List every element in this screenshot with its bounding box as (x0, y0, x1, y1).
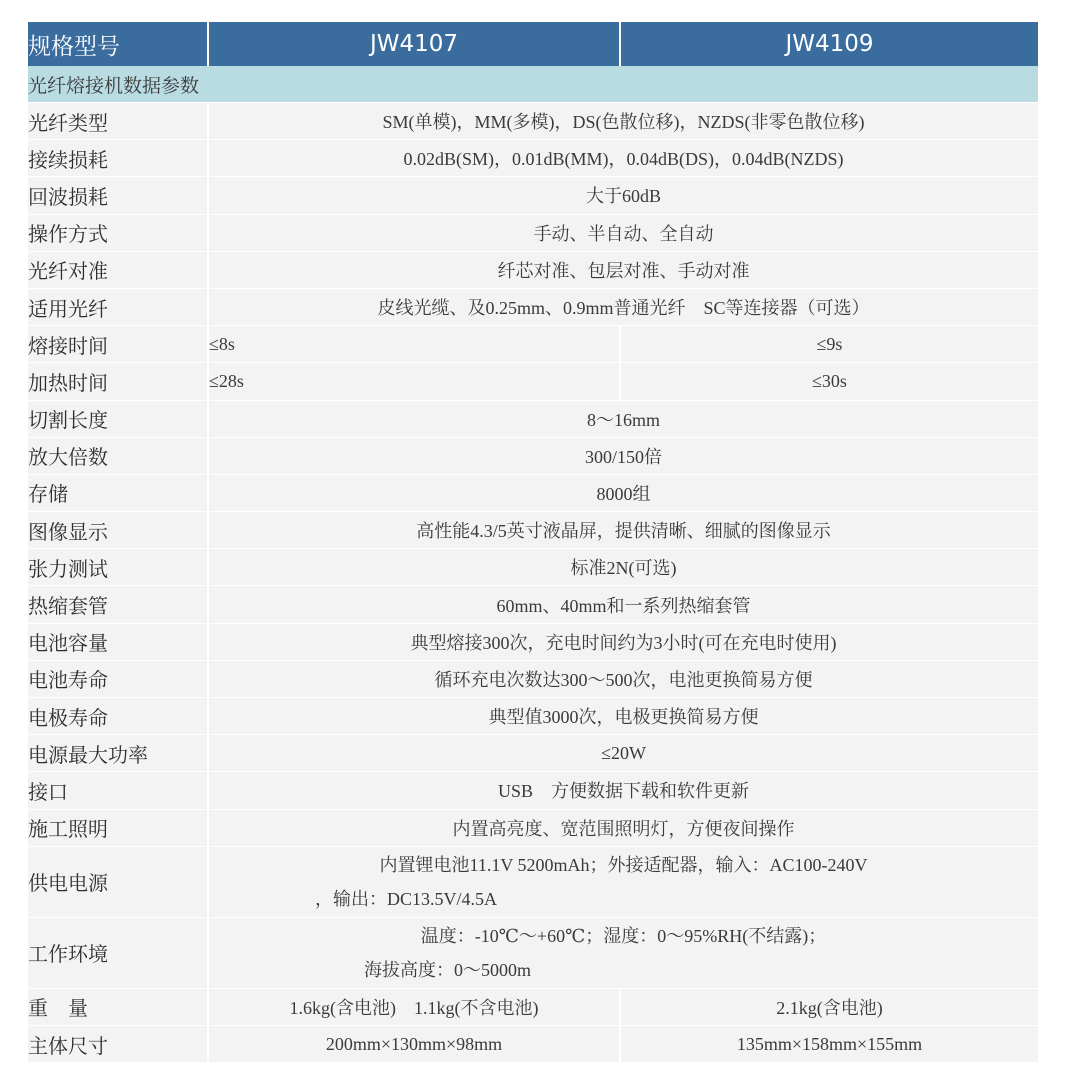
spec-row-work-light (28, 809, 1038, 846)
row-label: 施工照明 (28, 809, 208, 846)
spec-row-interface (28, 772, 1038, 809)
row-value: ≤20W (208, 735, 1038, 772)
row-label: 存储 (28, 474, 208, 511)
row-value: 内置高亮度、宽范围照明灯，方便夜间操作 (208, 809, 1038, 846)
row-label: 接续损耗 (28, 140, 208, 177)
spec-row-tension-test (28, 549, 1038, 586)
spec-row-electrode-life (28, 698, 1038, 735)
row-label: 加热时间 (28, 363, 208, 400)
spec-row-return-loss (28, 177, 1038, 214)
spec-row-splice-time (28, 326, 1038, 363)
spec-row-applicable-fiber (28, 288, 1038, 325)
row-value-line-2: ，输出：DC13.5V/4.5A (315, 888, 498, 909)
row-label: 张力测试 (28, 549, 208, 586)
row-value-line-1: 内置锂电池11.1V 5200mAh；外接适配器，输入：AC100-240V (379, 854, 868, 875)
row-label: 电极寿命 (28, 698, 208, 735)
spec-row-splice-loss (28, 140, 1038, 177)
header-model-jw4109: JW4109 (620, 22, 1038, 66)
row-label: 供电电源 (28, 846, 208, 917)
section-row (28, 66, 1038, 103)
row-label: 电池寿命 (28, 660, 208, 697)
row-value-jw4107: ≤28s (208, 363, 620, 400)
row-value: 高性能4.3/5英寸液晶屏，提供清晰、细腻的图像显示 (208, 512, 1038, 549)
row-label: 光纤对准 (28, 251, 208, 288)
row-value-jw4109: 2.1kg(含电池) (620, 988, 1038, 1025)
row-value: SM(单模)，MM(多模)，DS(色散位移)，NZDS(非零色散位移) (208, 103, 1038, 140)
header-label: 规格型号 (28, 22, 208, 66)
row-label: 切割长度 (28, 400, 208, 437)
spec-row-heating-time (28, 363, 1038, 400)
row-value: 60mm、40mm和一系列热缩套管 (208, 586, 1038, 623)
row-value: 大于60dB (208, 177, 1038, 214)
header-row (28, 22, 1038, 66)
spec-table (28, 22, 1038, 1062)
row-value-jw4109: ≤9s (620, 326, 1038, 363)
section-title: 光纤熔接机数据参数 (28, 66, 1038, 103)
row-value (208, 917, 1038, 988)
row-label: 操作方式 (28, 214, 208, 251)
spec-row-max-power (28, 735, 1038, 772)
row-value: 8～16mm (208, 400, 1038, 437)
row-label: 接口 (28, 772, 208, 809)
row-value: 皮线光缆、及0.25mm、0.9mm普通光纤 SC等连接器（可选） (208, 288, 1038, 325)
row-value: 300/150倍 (208, 437, 1038, 474)
spec-row-dimensions (28, 1025, 1038, 1062)
row-label: 热缩套管 (28, 586, 208, 623)
row-label: 熔接时间 (28, 326, 208, 363)
row-value-line-1: 温度：-10℃～+60℃；湿度：0～95%RH(不结露)； (420, 925, 827, 946)
spec-row-environment (28, 917, 1038, 988)
row-value-jw4107: 200mm×130mm×98mm (208, 1025, 620, 1062)
row-label: 主体尺寸 (28, 1025, 208, 1062)
row-value: USB 方便数据下载和软件更新 (208, 772, 1038, 809)
row-value: 典型值3000次，电极更换简易方便 (208, 698, 1038, 735)
row-value-line-2: 海拔高度：0～5000m (364, 959, 532, 980)
row-label: 适用光纤 (28, 288, 208, 325)
row-label: 工作环境 (28, 917, 208, 988)
spec-row-fiber-type (28, 103, 1038, 140)
spec-row-storage (28, 474, 1038, 511)
row-value: 标准2N(可选) (208, 549, 1038, 586)
spec-row-weight (28, 988, 1038, 1025)
spec-row-battery-capacity (28, 623, 1038, 660)
row-value-jw4109: ≤30s (620, 363, 1038, 400)
spec-row-power-supply (28, 846, 1038, 917)
spec-row-operation-mode (28, 214, 1038, 251)
row-value: 0.02dB(SM)，0.01dB(MM)，0.04dB(DS)，0.04dB(NZDS) (208, 140, 1038, 177)
row-label: 图像显示 (28, 512, 208, 549)
row-value-jw4107: 1.6kg(含电池) 1.1kg(不含电池) (208, 988, 620, 1025)
row-value: 典型熔接300次，充电时间约为3小时(可在充电时使用) (208, 623, 1038, 660)
row-label: 回波损耗 (28, 177, 208, 214)
row-value: 循环充电次数达300～500次，电池更换简易方便 (208, 660, 1038, 697)
row-label: 放大倍数 (28, 437, 208, 474)
row-value: 8000组 (208, 474, 1038, 511)
row-value (208, 846, 1038, 917)
spec-row-magnification (28, 437, 1038, 474)
spec-row-cleave-length (28, 400, 1038, 437)
row-label: 电池容量 (28, 623, 208, 660)
spec-row-heat-shrink-sleeve (28, 586, 1038, 623)
header-model-jw4107: JW4107 (208, 22, 620, 66)
row-label: 电源最大功率 (28, 735, 208, 772)
spec-row-fiber-alignment (28, 251, 1038, 288)
row-label: 重 量 (28, 988, 208, 1025)
row-value-jw4107: ≤8s (208, 326, 620, 363)
spec-row-battery-life (28, 660, 1038, 697)
row-value-jw4109: 135mm×158mm×155mm (620, 1025, 1038, 1062)
row-value: 手动、半自动、全自动 (208, 214, 1038, 251)
row-value: 纤芯对准、包层对准、手动对准 (208, 251, 1038, 288)
spec-row-display (28, 512, 1038, 549)
row-label: 光纤类型 (28, 103, 208, 140)
